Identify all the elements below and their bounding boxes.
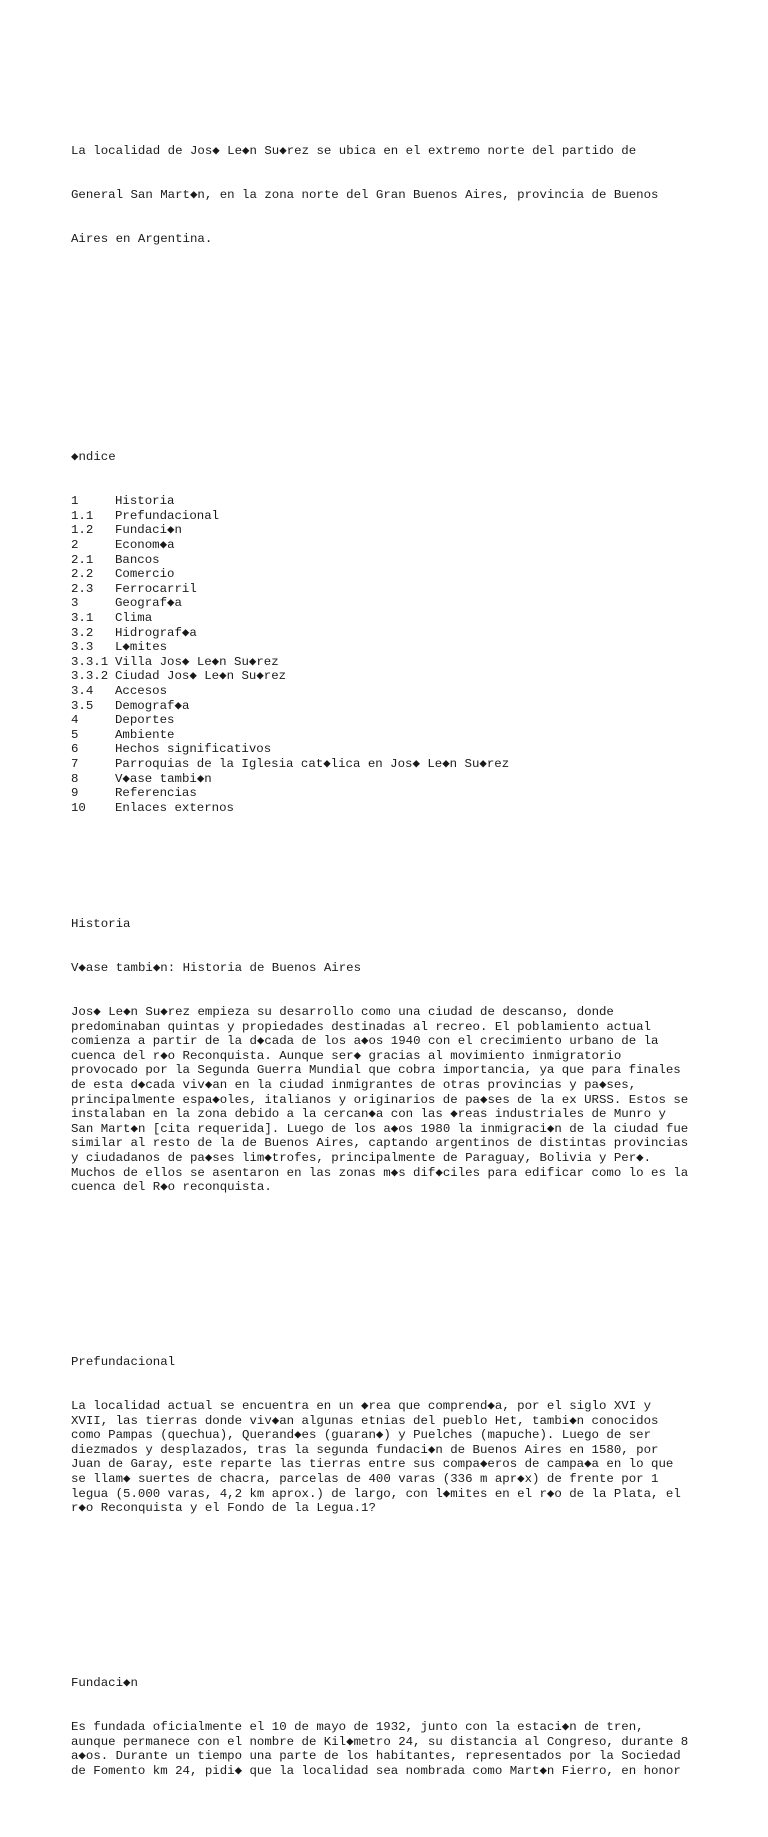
toc-item-title: Villa Jos◆ Le◆n Su◆rez — [115, 654, 279, 669]
text-line: XVII, las tierras donde viv◆an algunas etnias del pueblo Het, tambi◆n conocidos — [71, 1413, 659, 1428]
toc-item[interactable] — [71, 713, 721, 728]
text-line: comienza a partir de la d◆cada de los a◆os 1940 con el crecimiento urbano de la — [71, 1034, 659, 1049]
toc-item-title: Hechos significativos — [115, 742, 272, 757]
toc-item[interactable] — [71, 523, 721, 538]
toc-item[interactable] — [71, 640, 721, 655]
text-line: y ciudadanos de pa◆ses lim◆trofes, principalmente de Paraguay, Bolivia y Per◆. — [71, 1150, 652, 1165]
toc-item-number: 9 — [71, 786, 79, 801]
toc-item-number: 1.1 — [71, 508, 94, 523]
toc-item-number: 3.3.1 — [71, 654, 109, 669]
blank-line — [71, 319, 721, 334]
text-line: provocado por la Segunda Guerra Mundial que cobra importancia, ya que para finales — [71, 1063, 681, 1078]
text-line: San Mart◆n [cita requerida]. Luego de los a◆os 1980 la inmigraci◆n de la ciudad fue — [71, 1121, 689, 1136]
toc-item-number: 1 — [71, 494, 79, 509]
toc-item[interactable] — [71, 582, 721, 597]
text-line: La localidad actual se encuentra en un ◆rea que comprend◆a, por el siglo XVI y — [71, 1399, 652, 1414]
toc-item-number: 8 — [71, 771, 79, 786]
toc-item-title: Deportes — [115, 713, 175, 728]
toc-item[interactable] — [71, 728, 721, 743]
toc-item-number: 3.3.2 — [71, 669, 109, 684]
text-line: predominaban quintas y propiedades destinadas al recreo. El poblamiento actual — [71, 1019, 651, 1034]
toc-item-title: Parroquias de la Iglesia cat◆lica en Jos◆ Le◆n Su◆rez — [115, 756, 510, 771]
toc-item[interactable] — [71, 655, 721, 670]
toc-item-title: Ciudad Jos◆ Le◆n Su◆rez — [115, 669, 287, 684]
text-line: Aires en Argentina. — [71, 231, 213, 246]
toc-item[interactable] — [71, 757, 721, 772]
prefundacional-paragraph — [71, 1399, 721, 1516]
toc-item-title: Ferrocarril — [115, 581, 197, 596]
toc-item-title: Historia — [115, 494, 175, 509]
text-line: cuenca del r◆o Reconquista. Aunque ser◆ gracias al movimiento inmigratorio — [71, 1048, 622, 1063]
toc-heading: ◆ndice — [71, 450, 116, 465]
toc-item-number: 3.2 — [71, 625, 94, 640]
text-line: cuenca del R◆o reconquista. — [71, 1180, 272, 1195]
toc-item-title: Clima — [115, 610, 153, 625]
toc-item[interactable] — [71, 742, 721, 757]
toc-item[interactable] — [71, 699, 721, 714]
toc-item-title: Prefundacional — [115, 508, 220, 523]
blank-line — [71, 1589, 721, 1604]
text-line: a◆os. Durante un tiempo una parte de los habitantes, representados por la Sociedad — [71, 1749, 681, 1764]
text-line: diezmados y desplazados, tras la segunda fundaci◆n de Buenos Aires en 1580, por — [71, 1442, 659, 1457]
toc-item-number: 3.5 — [71, 698, 94, 713]
toc-item-number: 3.1 — [71, 610, 94, 625]
section-heading-prefundacional: Prefundacional — [71, 1355, 176, 1370]
toc-item-title: Fundaci◆n — [115, 523, 182, 538]
toc-item-number: 6 — [71, 742, 79, 757]
text-line: similar al resto de la de Buenos Aires, captando argentinos de distintas provincias — [71, 1136, 689, 1151]
text-line: principalmente espa◆oles, italianos y originarios de pa◆ses de la ex URSS. Estos se — [71, 1092, 689, 1107]
toc-item[interactable] — [71, 801, 721, 816]
toc-item-title: Enlaces externos — [115, 800, 234, 815]
text-line: La localidad de Jos◆ Le◆n Su◆rez se ubica en el extremo norte del partido de — [71, 143, 637, 158]
text-line: legua (5.000 varas, 4,2 km aprox.) de largo, con l◆mites en el r◆o de la Plata, el — [71, 1486, 681, 1501]
toc-item-number: 2.1 — [71, 552, 94, 567]
historia-paragraph — [71, 1005, 721, 1195]
toc-item-title: Demograf◆a — [115, 698, 190, 713]
blank-line — [71, 1268, 721, 1283]
toc-item-title: V◆ase tambi◆n — [115, 771, 212, 786]
toc-item-title: Hidrograf◆a — [115, 625, 197, 640]
toc-item-title: Comercio — [115, 567, 175, 582]
see-also-note: V◆ase tambi◆n: Historia de Buenos Aires — [71, 961, 362, 976]
toc-item-title: Econom◆a — [115, 538, 175, 552]
toc-item[interactable] — [71, 538, 721, 553]
toc-item[interactable] — [71, 567, 721, 582]
toc-item[interactable] — [71, 684, 721, 699]
blank-line — [71, 363, 721, 378]
text-line: Es fundada oficialmente el 10 de mayo de 1932, junto con la estaci◆n de tren, — [71, 1720, 644, 1735]
toc-item-number: 3.3 — [71, 640, 94, 655]
text-line: Juan de Garay, este reparte las tierras entre sus compa◆eros de campa◆a en lo que — [71, 1457, 674, 1472]
toc-item-number: 2 — [71, 538, 79, 552]
toc-item-number: 10 — [71, 800, 86, 815]
text-line: Muchos de ellos se asentaron en las zonas m◆s dif◆ciles para edificar como lo es la — [71, 1165, 689, 1180]
toc-item-number: 2.3 — [71, 581, 94, 596]
toc-item[interactable] — [71, 611, 721, 626]
toc-item[interactable] — [71, 596, 721, 611]
toc-item-number: 3.4 — [71, 683, 94, 698]
section-prefundacional — [71, 1326, 721, 1545]
text-line: r◆o Reconquista y el Fondo de la Legua.1? — [71, 1501, 376, 1516]
text-line: se llam◆ suertes de chacra, parcelas de 400 varas (336 m apr◆x) de frente por 1 — [71, 1472, 659, 1486]
text-line: instalaban en la zona debido a la cercan◆a con las ◆reas industriales de Munro y — [71, 1107, 666, 1122]
fundacion-paragraph — [71, 1720, 721, 1778]
toc-item-title: Bancos — [115, 552, 160, 567]
toc-item-number: 3 — [71, 596, 79, 611]
toc-item[interactable] — [71, 494, 721, 509]
text-line: General San Mart◆n, en la zona norte del Gran Buenos Aires, provincia de Buenos — [71, 187, 659, 202]
toc-item-number: 7 — [71, 756, 79, 771]
table-of-contents — [71, 421, 721, 844]
toc-item[interactable] — [71, 553, 721, 568]
section-historia — [71, 888, 721, 1224]
toc-list — [71, 494, 721, 815]
toc-item[interactable] — [71, 786, 721, 801]
intro-paragraph — [71, 115, 721, 276]
section-heading-historia: Historia — [71, 917, 131, 932]
section-heading-fundacion: Fundaci◆n — [71, 1676, 138, 1691]
toc-item-title: Ambiente — [115, 727, 175, 742]
toc-item-title: Geograf◆a — [115, 596, 182, 611]
section-fundacion — [71, 1647, 721, 1808]
text-line: aunque permanece con el nombre de Kil◆metro 24, su distancia al Congreso, durante 8 — [71, 1734, 689, 1749]
toc-item-title: Referencias — [115, 786, 197, 801]
toc-item[interactable] — [71, 669, 721, 684]
text-line: Jos◆ Le◆n Su◆rez empieza su desarrollo como una ciudad de descanso, donde — [71, 1005, 614, 1019]
toc-item-title: L◆mites — [115, 640, 168, 655]
toc-item[interactable] — [71, 509, 721, 524]
toc-item-number: 4 — [71, 713, 79, 728]
text-line: como Pampas (quechua), Querand◆es (guaran◆) y Puelches (mapuche). Luego de ser — [71, 1428, 652, 1443]
document-page — [71, 71, 721, 1837]
text-line: de esta d◆cada viv◆an en la ciudad inmigrantes de otras provincias y pa◆ses, — [71, 1077, 637, 1092]
toc-item-title: Accesos — [115, 683, 168, 698]
toc-item-number: 1.2 — [71, 523, 94, 538]
toc-item[interactable] — [71, 772, 721, 787]
toc-item-number: 2.2 — [71, 567, 94, 582]
text-line: de Fomento km 24, pidi◆ que la localidad sea nombrada como Mart◆n Fierro, en honor — [71, 1763, 681, 1778]
toc-item[interactable] — [71, 626, 721, 641]
toc-item-number: 5 — [71, 727, 79, 742]
